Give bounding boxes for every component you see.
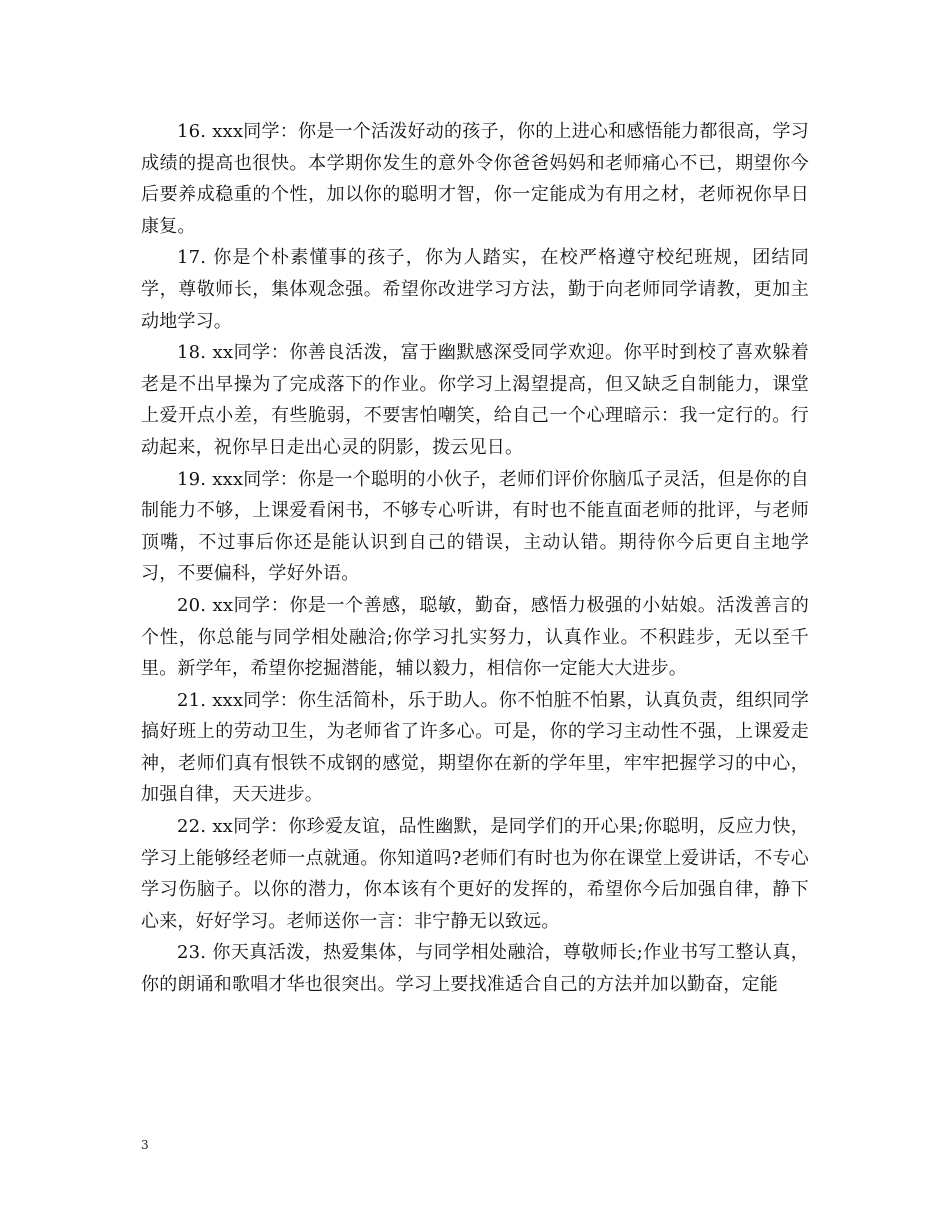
paragraph-16: 16. xxx同学：你是一个活泼好动的孩子，你的上进心和感悟能力都很高，学习成绩的提高也很快。本学期你发生的意外令你爸爸妈妈和老师痛心不已，期望你今后要养成稳重的个性，加以你的聪明才智，你一定能成为有用之材，老师祝你早日康复。: [141, 121, 809, 237]
paragraph-17: 17. 你是个朴素懂事的孩子，你为人踏实，在校严格遵守校纪班规，团结同学，尊敬师长，集体观念强。希望你改进学习方法，勤于向老师同学请教，更加主动地学习。: [141, 247, 809, 332]
page-number: 3: [141, 1138, 149, 1152]
document-body: [141, 116, 809, 1001]
paragraph-23: 23. 你天真活泼，热爱集体，与同学相处融洽，尊敬师长;作业书写工整认真，你的朗诵和歌唱才华也很突出。学习上要找准适合自己的方法并加以勤奋，定能: [141, 942, 809, 996]
paragraph-18: 18. xx同学：你善良活泼，富于幽默感深受同学欢迎。你平时到校了喜欢躲着老是不出早操为了完成落下的作业。你学习上渴望提高，但又缺乏自制能力，课堂上爱开点小差，有些脆弱，不要害怕嘲笑，给自己一个心理暗示：我一定行的。行动起来，祝你早日走出心灵的阴影，拨云见日。: [141, 342, 809, 458]
paragraph-20: 20. xx同学：你是一个善感，聪敏，勤奋，感悟力极强的小姑娘。活泼善言的个性，你总能与同学相处融洽;你学习扎实努力，认真作业。不积跬步，无以至千里。新学年，希望你挖掘潜能，辅以毅力，相信你一定能大大进步。: [141, 594, 809, 680]
paragraph-19: 19. xxx同学：你是一个聪明的小伙子，老师们评价你脑瓜子灵活，但是你的自制能力不够，上课爱看闲书，不够专心听讲，有时也不能直面老师的批评，与老师顶嘴，不过事后你还是能认识到自己的错误，主动认错。期待你今后更自主地学习，不要偏科，学好外语。: [141, 468, 809, 585]
paragraph-22: 22. xx同学：你珍爱友谊，品性幽默，是同学们的开心果;你聪明，反应力快，学习上能够经老师一点就通。你知道吗?老师们有时也为你在课堂上爱讲话，不专心学习伤脑子。以你的潜力，你本该有个更好的发挥的，希望你今后加强自律，静下心来，好好学习。老师送你一言：非宁静无以致远。: [141, 816, 809, 932]
paragraph-21: 21. xxx同学：你生活简朴，乐于助人。你不怕脏不怕累，认真负责，组织同学搞好班上的劳动卫生，为老师省了许多心。可是，你的学习主动性不强，上课爱走神，老师们真有恨铁不成钢的感觉，期望你在新的学年里，牢牢把握学习的中心，加强自律，天天进步。: [141, 689, 809, 806]
